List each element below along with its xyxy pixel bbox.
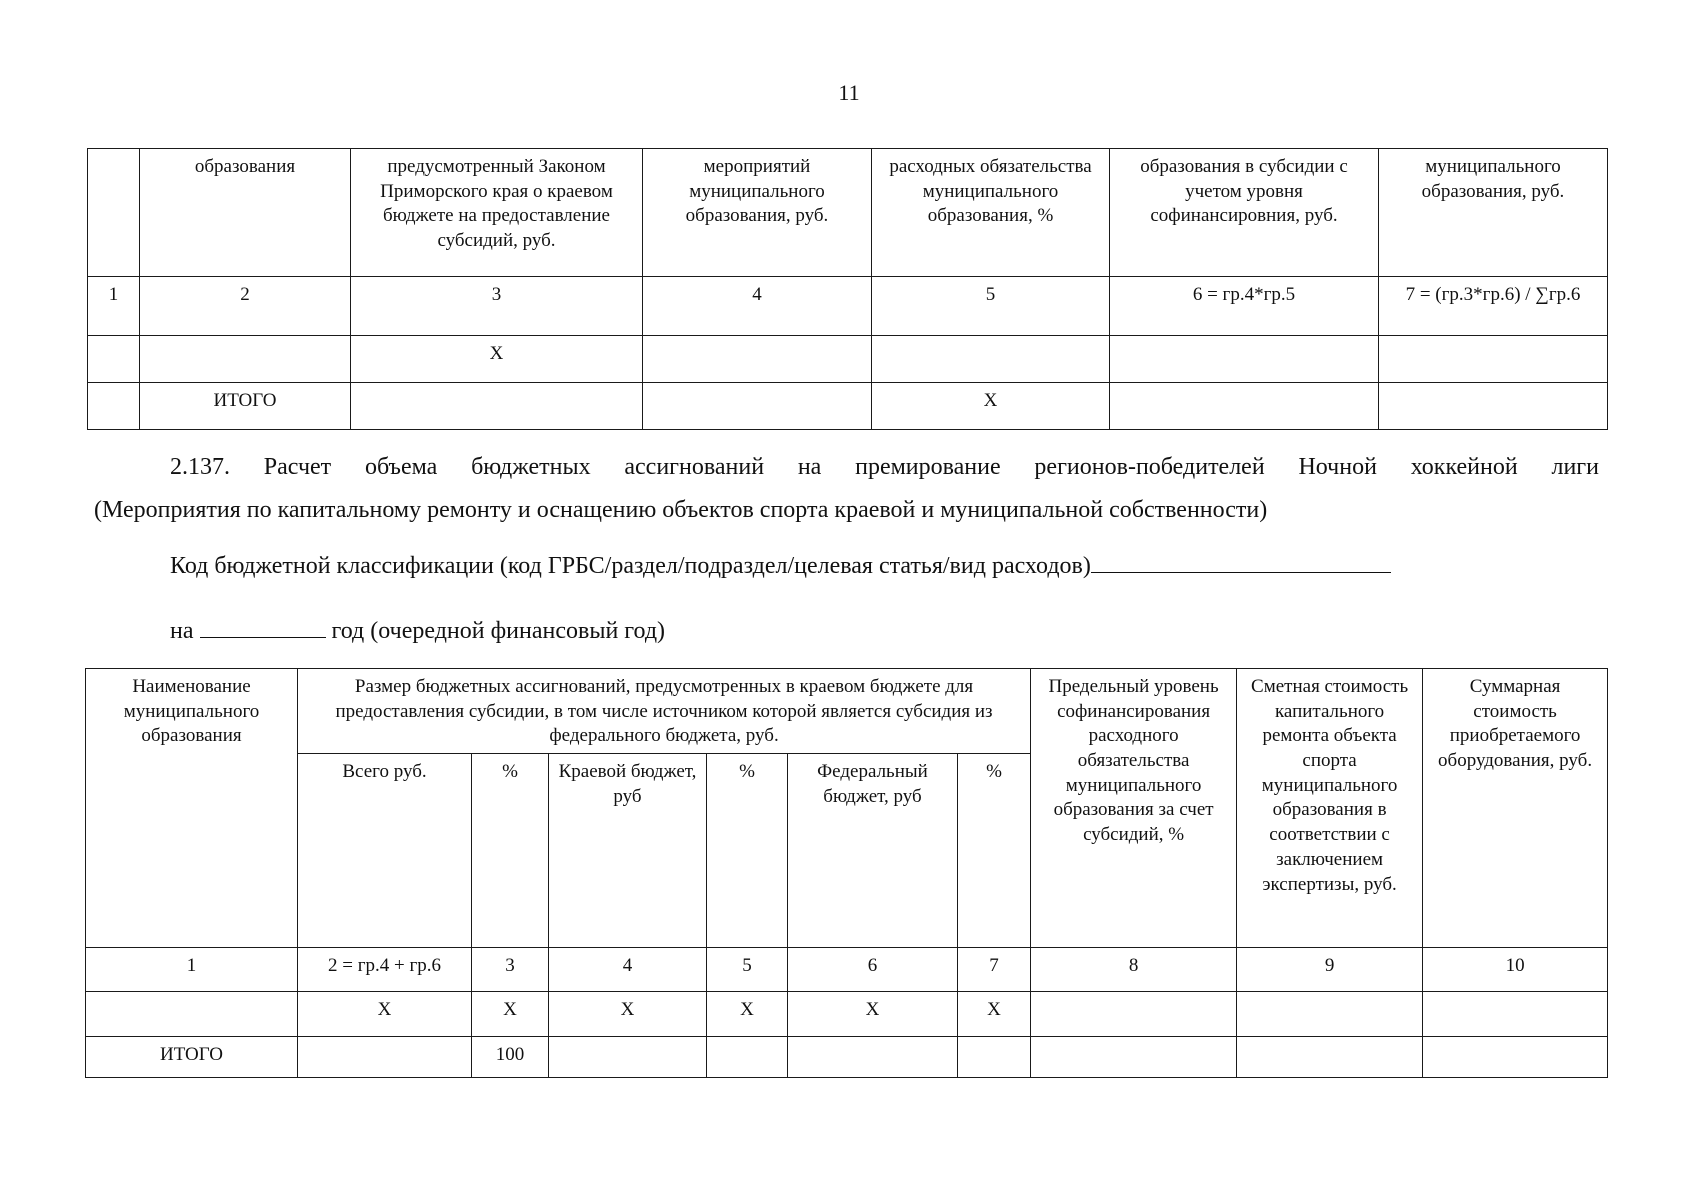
subheader-total: Всего руб.	[298, 754, 472, 948]
fiscal-year-line	[170, 617, 665, 645]
subheader-federal: Федеральный бюджет, руб	[788, 754, 958, 948]
column-number: 8	[1031, 948, 1237, 992]
header-municipality: Наименование муниципального образования	[86, 669, 298, 948]
table-cell	[1379, 336, 1608, 383]
subheader-regional: Краевой бюджет, руб	[549, 754, 707, 948]
table-row	[88, 336, 1608, 383]
year-suffix: год (очередной финансовый год)	[331, 618, 666, 644]
column-number: 4	[549, 948, 707, 992]
header-cell	[88, 149, 140, 277]
column-number: 1	[86, 948, 298, 992]
total-label: ИТОГО	[140, 383, 351, 430]
table-cell: X	[707, 992, 788, 1037]
total-label: ИТОГО	[86, 1037, 298, 1078]
table-cell	[1110, 383, 1379, 430]
section-heading	[94, 446, 1599, 532]
header-cell: образования	[140, 149, 351, 277]
column-number: 6 = гр.4*гр.5	[1110, 277, 1379, 336]
total-row	[88, 383, 1608, 430]
calculation-table	[85, 668, 1608, 1078]
table-cell: X	[298, 992, 472, 1037]
table-header-row	[86, 669, 1608, 754]
column-number: 7 = (гр.3*гр.6) / ∑гр.6	[1379, 277, 1608, 336]
subheader-percent: %	[958, 754, 1031, 948]
table-cell	[1237, 1037, 1423, 1078]
column-number: 10	[1423, 948, 1608, 992]
table-cell	[88, 383, 140, 430]
section-heading-line-2: (Мероприятия по капитальному ремонту и оснащению объектов спорта краевой и муниципальной собственности)	[94, 497, 1268, 523]
table-cell	[643, 336, 872, 383]
table-cell	[1031, 1037, 1237, 1078]
column-number: 5	[707, 948, 788, 992]
subheader-percent: %	[707, 754, 788, 948]
table-cell	[1379, 383, 1608, 430]
table-cell: X	[958, 992, 1031, 1037]
table-row	[86, 992, 1608, 1037]
header-budget-allocations: Размер бюджетных ассигнований, предусмотренных в краевом бюджете для предоставления субсидии, в том числе источником которой является субсидия из федерального бюджета, руб.	[298, 669, 1031, 754]
total-percent: 100	[472, 1037, 549, 1078]
table-cell	[1237, 992, 1423, 1037]
column-number-row	[88, 277, 1608, 336]
budget-code-label: Код бюджетной классификации (код ГРБС/раздел/подраздел/целевая статья/вид расходов)	[170, 553, 1091, 579]
table-header-row	[88, 149, 1608, 277]
column-number: 2 = гр.4 + гр.6	[298, 948, 472, 992]
table-cell	[549, 1037, 707, 1078]
section-heading-line-1: 2.137. Расчет объема бюджетных ассигнований на премирование регионов-победителей Ночной хоккейной лиги	[170, 454, 1599, 480]
year-prefix: на	[170, 618, 194, 644]
table-cell	[140, 336, 351, 383]
table-cell	[643, 383, 872, 430]
column-number: 2	[140, 277, 351, 336]
column-number: 7	[958, 948, 1031, 992]
table-cell: X	[872, 383, 1110, 430]
page-number: 11	[838, 80, 860, 105]
header-cell: муниципального образования, руб.	[1379, 149, 1608, 277]
column-number-row	[86, 948, 1608, 992]
subheader-percent: %	[472, 754, 549, 948]
continuation-table	[87, 148, 1608, 430]
column-number: 4	[643, 277, 872, 336]
table-cell: X	[549, 992, 707, 1037]
column-number: 9	[1237, 948, 1423, 992]
header-cofinancing-level: Предельный уровень софинансирования расходного обязательства муниципального образования за счет субсидий, %	[1031, 669, 1237, 948]
table-cell	[351, 383, 643, 430]
header-equipment-cost: Суммарная стоимость приобретаемого оборудования, руб.	[1423, 669, 1608, 948]
column-number: 3	[472, 948, 549, 992]
column-number: 1	[88, 277, 140, 336]
header-estimate-cost: Сметная стоимость капитального ремонта объекта спорта муниципального образования в соответствии с заключением экспертизы, руб.	[1237, 669, 1423, 948]
table-cell	[1031, 992, 1237, 1037]
table-cell: X	[351, 336, 643, 383]
header-cell: мероприятий муниципального образования, руб.	[643, 149, 872, 277]
header-cell: образования в субсидии с учетом уровня софинансировния, руб.	[1110, 149, 1379, 277]
table-cell	[298, 1037, 472, 1078]
header-cell: расходных обязательства муниципального образования, %	[872, 149, 1110, 277]
column-number: 5	[872, 277, 1110, 336]
table-cell	[88, 336, 140, 383]
table-cell: X	[788, 992, 958, 1037]
column-number: 6	[788, 948, 958, 992]
budget-code-line	[170, 552, 1391, 580]
table-cell	[1423, 992, 1608, 1037]
column-number: 3	[351, 277, 643, 336]
table-cell	[86, 992, 298, 1037]
table-cell	[872, 336, 1110, 383]
total-row	[86, 1037, 1608, 1078]
table-cell: X	[472, 992, 549, 1037]
table-cell	[1110, 336, 1379, 383]
table-cell	[788, 1037, 958, 1078]
table-cell	[958, 1037, 1031, 1078]
table-cell	[707, 1037, 788, 1078]
header-cell: предусмотренный Законом Приморского края о краевом бюджете на предоставление субсидий, руб.	[351, 149, 643, 277]
budget-code-blank	[1091, 552, 1391, 573]
year-blank	[200, 617, 326, 638]
table-cell	[1423, 1037, 1608, 1078]
